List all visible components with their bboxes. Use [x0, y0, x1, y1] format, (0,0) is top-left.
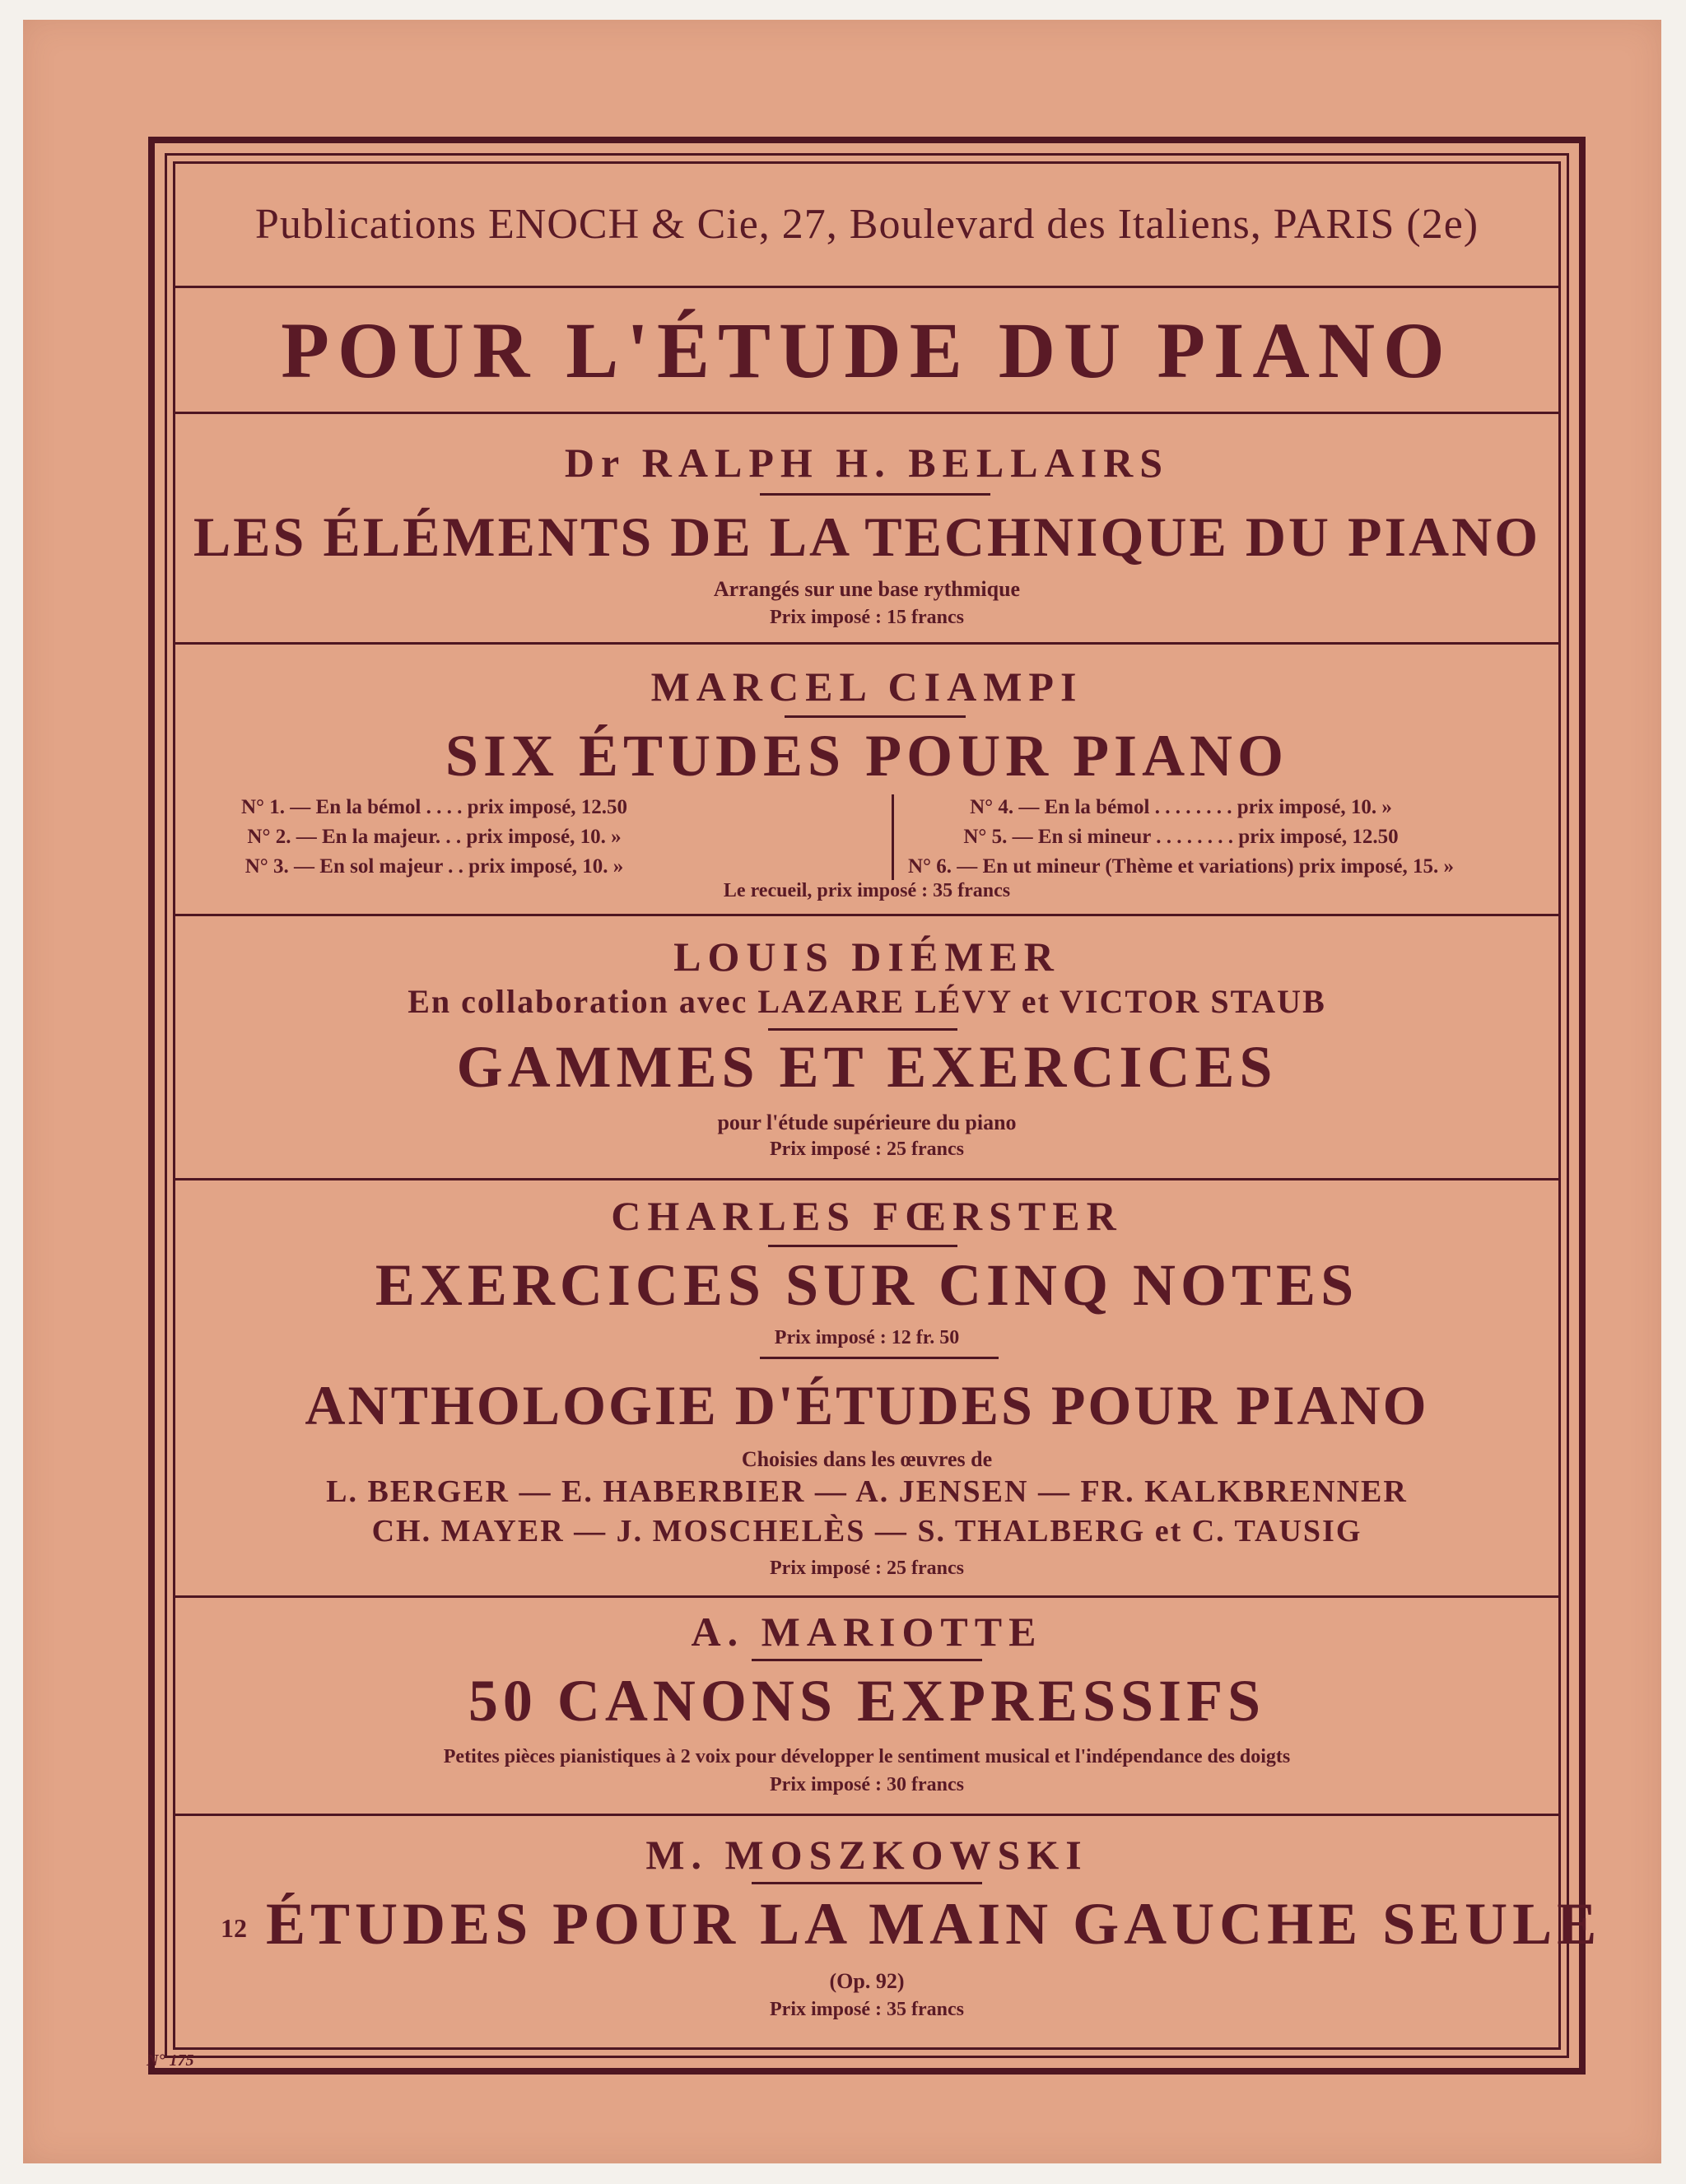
- anthologie-subtitle: Choisies dans les œuvres de: [741, 1447, 993, 1471]
- ciampi-collection-price: Le recueil, prix imposé : 35 francs: [723, 880, 1011, 901]
- divider: [752, 1882, 982, 1884]
- anthologie-price: Prix imposé : 25 francs: [770, 1558, 964, 1579]
- catalog-code: N° 175: [147, 2051, 194, 2070]
- publisher-section: [175, 164, 1558, 288]
- list-item: N° 4. — En la bémol . . . . . . . . prix imposé, 10. »: [970, 796, 1392, 818]
- moszkowski-price: Prix imposé : 35 francs: [770, 1999, 964, 2020]
- divider: [768, 1245, 957, 1247]
- moszkowski-opus: (Op. 92): [829, 1969, 905, 1993]
- bellairs-title: LES ÉLÉMENTS DE LA TECHNIQUE DU PIANO: [193, 505, 1541, 568]
- bellairs-section: [175, 414, 1558, 645]
- sheet: [23, 20, 1661, 2163]
- list-item: N° 6. — En ut mineur (Thème et variations) prix imposé, 15. »: [908, 855, 1454, 878]
- mariotte-section: [175, 1598, 1558, 1816]
- border-frame-inner: [173, 161, 1602, 2050]
- etudes-right-list: [908, 793, 1454, 882]
- ciampi-author: MARCEL CIAMPI: [650, 664, 1083, 710]
- mariotte-author: A. MARIOTTE: [691, 1609, 1043, 1655]
- bellairs-subtitle: Arrangés sur une base rythmique: [713, 577, 1021, 601]
- moszkowski-title: ÉTUDES POUR LA MAIN GAUCHE SEULE: [266, 1891, 1602, 1957]
- ciampi-section: [175, 645, 1558, 916]
- anthologie-composers-2: CH. MAYER — J. MOSCHELÈS — S. THALBERG et C. TAUSIG: [371, 1514, 1362, 1548]
- moszkowski-section: [175, 1816, 1602, 2055]
- list-item: N° 5. — En si mineur . . . . . . . . prix imposé, 12.50: [963, 826, 1399, 848]
- column-divider: [892, 794, 894, 880]
- main-title: POUR L'ÉTUDE DU PIANO: [281, 306, 1453, 394]
- divider: [785, 715, 966, 718]
- diemer-author: LOUIS DIÉMER: [673, 934, 1060, 980]
- divider: [760, 493, 990, 496]
- mariotte-subtitle: Petites pièces pianistiques à 2 voix pour développer le sentiment musical et l'indépendance des doigts: [443, 1746, 1291, 1767]
- foerster-price: Prix imposé : 12 fr. 50: [774, 1327, 960, 1348]
- mariotte-title: 50 CANONS EXPRESSIFS: [468, 1668, 1266, 1734]
- divider: [760, 1357, 999, 1359]
- diemer-subtitle: pour l'étude supérieure du piano: [717, 1111, 1017, 1134]
- moszkowski-author: M. MOSZKOWSKI: [645, 1832, 1088, 1878]
- divider: [752, 1659, 982, 1661]
- list-item: N° 2. — En la majeur. . . prix imposé, 10. »: [247, 826, 622, 848]
- border-frame: [148, 137, 1602, 2075]
- main-title-section: [175, 288, 1558, 414]
- diemer-section: [175, 916, 1558, 1180]
- foerster-title: EXERCICES SUR CINQ NOTES: [375, 1252, 1359, 1318]
- divider: [768, 1028, 957, 1031]
- anthologie-composers-1: L. BERGER — E. HABERBIER — A. JENSEN — FR. KALKBRENNER: [326, 1474, 1408, 1509]
- bellairs-author: Dr RALPH H. BELLAIRS: [564, 440, 1170, 486]
- diemer-title: GAMMES ET EXERCICES: [456, 1034, 1278, 1100]
- diemer-price: Prix imposé : 25 francs: [770, 1139, 964, 1160]
- publisher-line: Publications ENOCH & Cie, 27, Boulevard des Italiens, PARIS (2e): [254, 201, 1479, 248]
- bellairs-price: Prix imposé : 15 francs: [770, 607, 964, 628]
- etudes-left-list: [241, 793, 627, 882]
- foerster-author: CHARLES FŒRSTER: [611, 1193, 1123, 1239]
- list-item: N° 1. — En la bémol . . . . prix imposé, 12.50: [241, 796, 628, 818]
- mariotte-price: Prix imposé : 30 francs: [770, 1774, 964, 1795]
- anthologie-title: ANTHOLOGIE D'ÉTUDES POUR PIANO: [305, 1374, 1429, 1437]
- moszkowski-number: 12: [221, 1913, 247, 1943]
- list-item: N° 3. — En sol majeur . . prix imposé, 10. »: [245, 855, 624, 878]
- foerster-section: [175, 1180, 1558, 1598]
- ciampi-title: SIX ÉTUDES POUR PIANO: [445, 723, 1289, 789]
- diemer-collaboration: En collaboration avec LAZARE LÉVY et VICTOR STAUB: [408, 983, 1326, 1020]
- content: [175, 164, 1602, 2047]
